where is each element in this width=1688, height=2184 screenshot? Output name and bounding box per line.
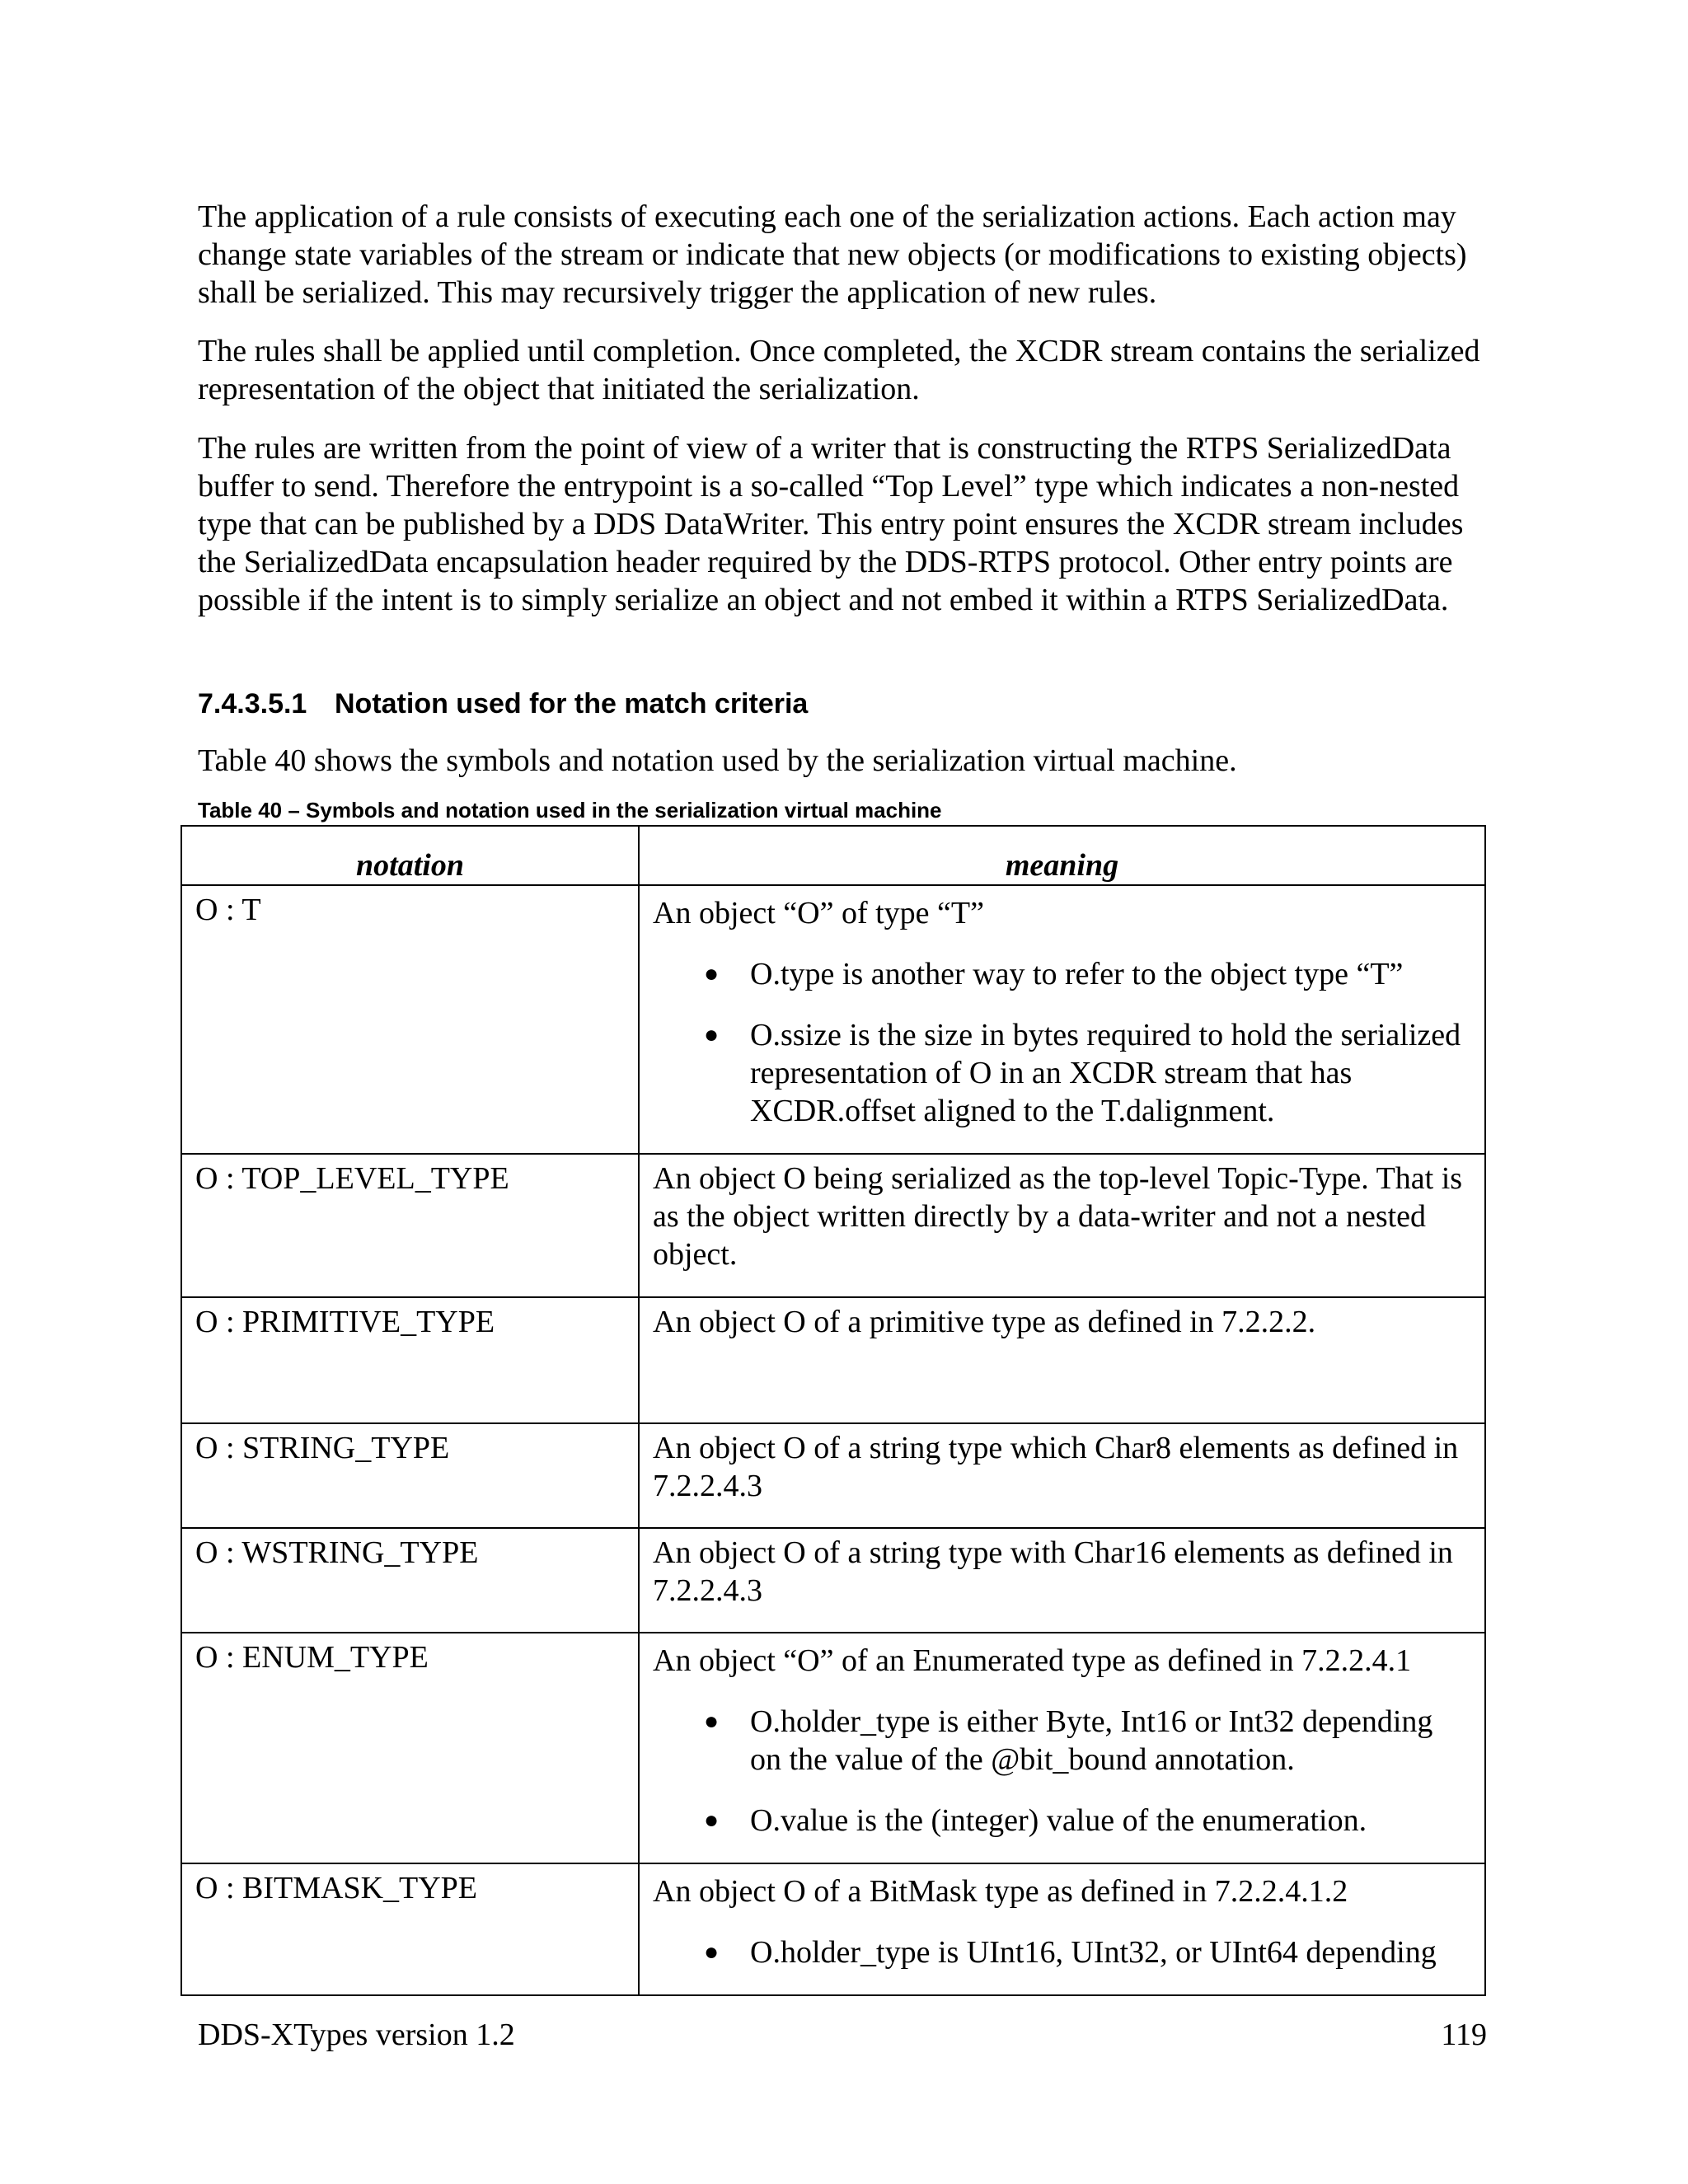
bullet-text: O.value is the (integer) value of the enumeration. <box>750 1803 1367 1838</box>
bullet-icon: ● <box>704 1021 720 1048</box>
notation-cell: O : PRIMITIVE_TYPE <box>181 1297 639 1423</box>
table-header-row <box>181 826 1485 885</box>
meaning-cell <box>639 885 1485 1154</box>
meaning-cell <box>639 1863 1485 1995</box>
paragraph-rule-completion: The rules shall be applied until completion. Once completed, the XCDR stream contains the serialized representation of the object that initiated the serialization. <box>198 334 1480 406</box>
bullet-text: O.type is another way to refer to the object type “T” <box>750 957 1404 991</box>
paragraph-writer-viewpoint: The rules are written from the point of view of a writer that is constructing the RTPS SerializedData buffer to send. Therefore the entrypoint is a so-called “Top Level” type which indicates a non-nested type that can be published by a DDS DataWriter. This entry point ensures the XCDR stream includes the SerializedData encapsulation header required by the DDS-RTPS protocol. Other entry points are possible if the intent is to simply serialize an object and not embed it within a RTPS SerializedData. <box>198 431 1464 617</box>
notation-cell: O : TOP_LEVEL_TYPE <box>181 1154 639 1297</box>
section-heading <box>198 687 808 720</box>
meaning-text: An object O of a string type which Char8 elements as defined in 7.2.2.4.3 <box>653 1431 1459 1503</box>
footer-page-number: 119 <box>1441 2018 1487 2052</box>
section-title: Notation used for the match criteria <box>335 688 809 719</box>
section-number: 7.4.3.5.1 <box>198 688 307 719</box>
bullet-icon: ● <box>704 960 720 987</box>
bullet-icon: ● <box>704 1807 720 1834</box>
table-row <box>181 1154 1485 1297</box>
notation-cell: O : BITMASK_TYPE <box>181 1863 639 1995</box>
list-item <box>653 1933 1471 1971</box>
list-item <box>653 1802 1471 1840</box>
paragraph-rule-application: The application of a rule consists of executing each one of the serialization actions. Each action may change state variables of the stream or indicate that new objects (or modifications to existing objects) shall be serialized. This may recursively trigger the application of new rules. <box>198 199 1467 310</box>
list-item <box>653 955 1471 993</box>
table-row <box>181 1297 1485 1423</box>
notation-table <box>181 825 1486 1996</box>
bullet-icon: ● <box>704 1708 720 1735</box>
table-row <box>181 1528 1485 1633</box>
table-intro-paragraph: Table 40 shows the symbols and notation used by the serialization virtual machine. <box>198 743 1237 778</box>
bullet-text: O.ssize is the size in bytes required to hold the serialized representation of O in an XCDR stream that has XCDR.offset aligned to the T.dalignment. <box>750 1018 1461 1128</box>
notation-cell: O : STRING_TYPE <box>181 1423 639 1528</box>
list-item <box>653 1703 1471 1779</box>
header-notation: notation <box>181 826 639 885</box>
notation-cell: O : WSTRING_TYPE <box>181 1528 639 1633</box>
meaning-cell <box>639 1423 1485 1528</box>
meaning-text: An object O of a BitMask type as defined in 7.2.2.4.1.2 <box>653 1874 1348 1909</box>
meaning-bullet-list <box>653 1933 1471 1971</box>
meaning-cell <box>639 1297 1485 1423</box>
table-row <box>181 1633 1485 1863</box>
meaning-text: An object “O” of an Enumerated type as defined in 7.2.2.4.1 <box>653 1643 1412 1678</box>
meaning-cell <box>639 1633 1485 1863</box>
table-row <box>181 885 1485 1154</box>
meaning-bullet-list <box>653 955 1471 1130</box>
meaning-text: An object O of a string type with Char16 elements as defined in 7.2.2.4.3 <box>653 1535 1453 1608</box>
notation-cell: O : T <box>181 885 639 1154</box>
meaning-cell <box>639 1528 1485 1633</box>
meaning-text: An object O of a primitive type as defined in 7.2.2.2. <box>653 1305 1316 1339</box>
bullet-icon: ● <box>704 1938 720 1966</box>
footer-document-title: DDS-XTypes version 1.2 <box>198 2018 515 2052</box>
bullet-text: O.holder_type is either Byte, Int16 or Int32 depending on the value of the @bit_bound annotation. <box>750 1704 1433 1777</box>
meaning-text: An object O being serialized as the top-level Topic-Type. That is as the object written directly by a data-writer and not a nested object. <box>653 1161 1463 1272</box>
list-item <box>653 1016 1471 1130</box>
meaning-text: An object “O” of type “T” <box>653 896 984 930</box>
table-row <box>181 1423 1485 1528</box>
table-caption: Table 40 – Symbols and notation used in the serialization virtual machine <box>198 798 942 823</box>
bullet-text: O.holder_type is UInt16, UInt32, or UInt64 depending <box>750 1935 1437 1970</box>
table-row <box>181 1863 1485 1995</box>
header-meaning: meaning <box>639 826 1485 885</box>
meaning-cell <box>639 1154 1485 1297</box>
meaning-bullet-list <box>653 1703 1471 1840</box>
notation-cell: O : ENUM_TYPE <box>181 1633 639 1863</box>
